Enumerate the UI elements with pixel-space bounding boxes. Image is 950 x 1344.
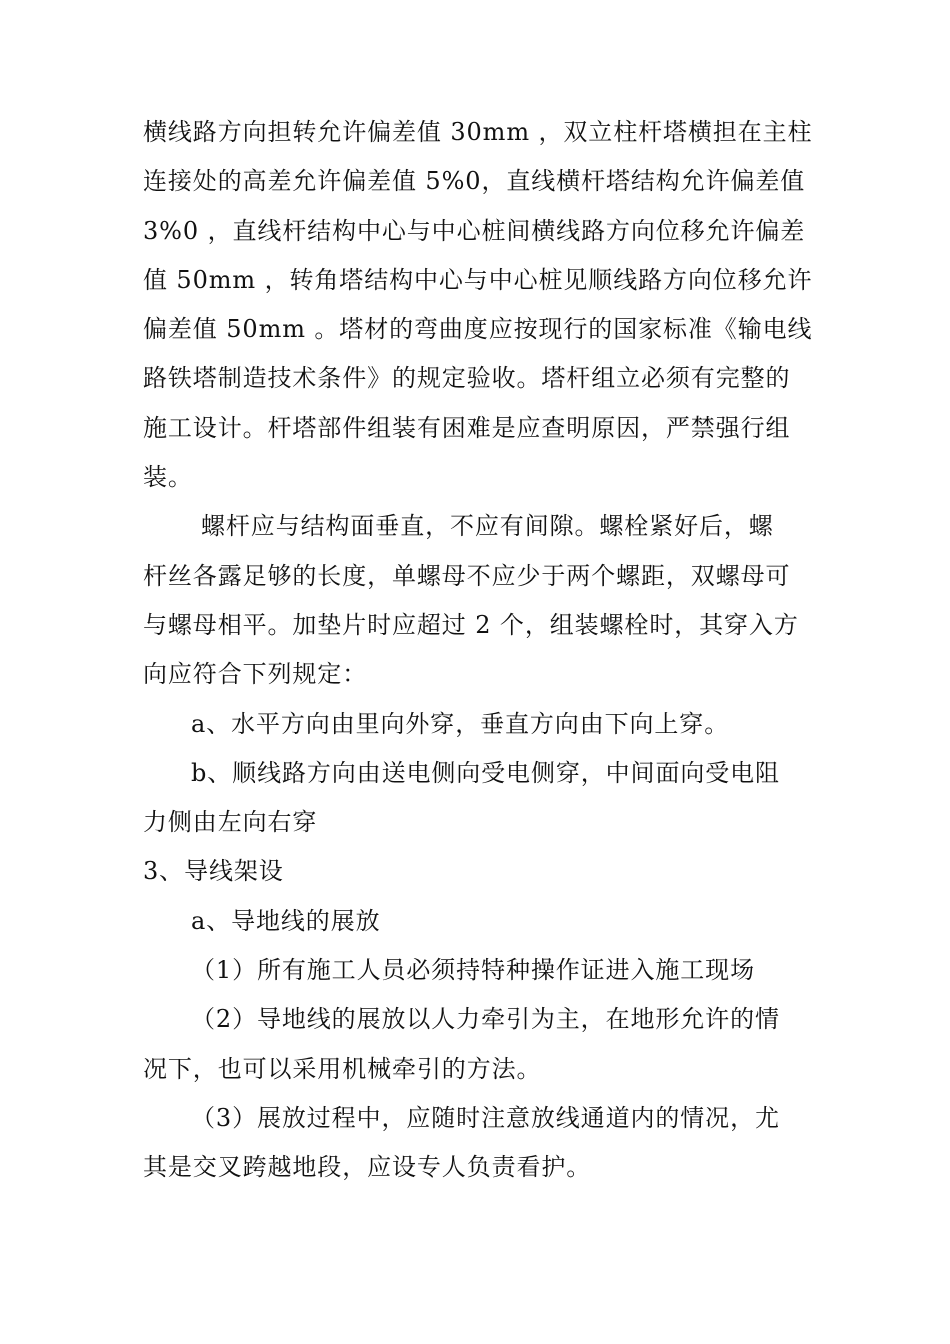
text-line: 向应符合下列规定： xyxy=(143,660,368,689)
text-line: 螺杆应与结构面垂直，不应有间隙。螺栓紧好后，螺 xyxy=(201,512,774,541)
text-line: 与螺母相平。加垫片时应超过 2 个，组装螺栓时，其穿入方 xyxy=(143,610,799,639)
subsection-heading: a、导地线的展放 xyxy=(191,906,381,935)
text-line: 杆丝各露足够的长度，单螺母不应少于两个螺距，双螺母可 xyxy=(143,561,791,590)
text-line: 装。 xyxy=(143,463,193,492)
text-line: 值 50mm ，转角塔结构中心与中心桩见顺线路方向位移允许 xyxy=(143,265,813,294)
text-line: （3）展放过程中，应随时注意放线通道内的情况，尤 xyxy=(191,1103,780,1132)
text-line: 况下，也可以采用机械牵引的方法。 xyxy=(143,1054,542,1083)
section-heading: 3、导线架设 xyxy=(143,857,284,886)
text-line: a、水平方向由里向外穿，垂直方向由下向上穿。 xyxy=(191,709,730,738)
text-line: 连接处的高差允许偏差值 5%0，直线横杆塔结构允许偏差值 xyxy=(143,167,806,196)
text-line: 力侧由左向右穿 xyxy=(143,808,318,837)
text-line: （1）所有施工人员必须持特种操作证进入施工现场 xyxy=(191,956,755,985)
text-line: 偏差值 50mm 。塔材的弯曲度应按现行的国家标准《输电线 xyxy=(143,315,813,344)
text-line: 3%0 ，直线杆结构中心与中心桩间横线路方向位移允许偏差 xyxy=(143,216,806,245)
document-body xyxy=(143,108,813,1193)
text-line: 其是交叉跨越地段，应设专人负责看护。 xyxy=(143,1153,592,1182)
text-line: b、顺线路方向由送电侧向受电侧穿，中间面向受电阻 xyxy=(191,758,780,787)
text-line: 横线路方向担转允许偏差值 30mm ，双立柱杆塔横担在主柱 xyxy=(143,118,813,146)
text-line: 施工设计。杆塔部件组装有困难是应查明原因，严禁强行组 xyxy=(143,413,791,442)
text-line: （2）导地线的展放以人力牵引为主，在地形允许的情 xyxy=(191,1005,780,1034)
text-line: 路铁塔制造技术条件》的规定验收。塔杆组立必须有完整的 xyxy=(143,364,791,393)
